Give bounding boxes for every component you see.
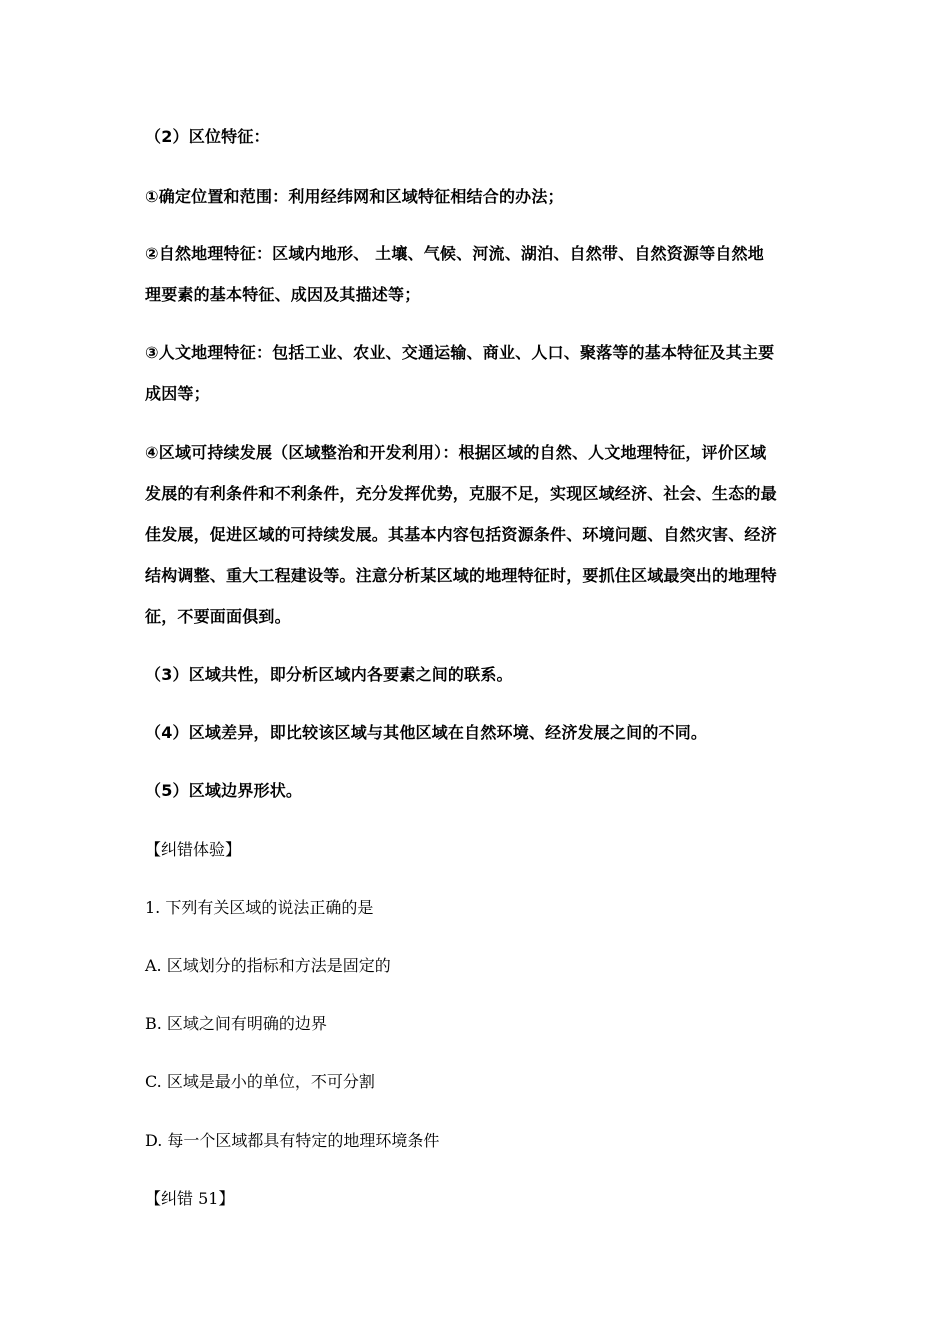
section-difference: （4）区域差异，即比较该区域与其他区域在自然环境、经济发展之间的不同。 bbox=[145, 723, 708, 742]
question-text: 1. 下列有关区域的说法正确的是 bbox=[145, 898, 374, 917]
item-natural-features-line-2: 理要素的基本特征、成因及其描述等； bbox=[145, 285, 421, 304]
item-location-range: ①确定位置和范围：利用经纬网和区域特征相结合的办法； bbox=[145, 187, 564, 206]
item-sustainable-line-1: ④区域可持续发展（区域整治和开发利用）：根据区域的自然、人文地理特征，评价区域 bbox=[145, 443, 767, 462]
item-sustainable-line-2: 发展的有利条件和不利条件，充分发挥优势，克服不足，实现区域经济、社会、生态的最 bbox=[145, 484, 777, 503]
item-sustainable-line-3: 佳发展，促进区域的可持续发展。其基本内容包括资源条件、环境问题、自然灾害、经济 bbox=[145, 525, 777, 544]
option-c: C. 区域是最小的单位，不可分割 bbox=[145, 1072, 375, 1091]
item-human-features-line-1: ③人文地理特征：包括工业、农业、交通运输、商业、人口、聚落等的基本特征及其主要 bbox=[145, 343, 775, 362]
item-sustainable-line-5: 征，不要面面俱到。 bbox=[145, 607, 291, 626]
item-human-features-line-2: 成因等； bbox=[145, 384, 210, 403]
exercise-title: 【纠错体验】 bbox=[145, 840, 242, 859]
section-heading: （2）区位特征： bbox=[145, 127, 270, 146]
option-b: B. 区域之间有明确的边界 bbox=[145, 1014, 327, 1033]
footer-label: 【纠错 51】 bbox=[145, 1189, 235, 1208]
option-a: A. 区域划分的指标和方法是固定的 bbox=[145, 956, 391, 975]
item-sustainable-line-4: 结构调整、重大工程建设等。注意分析某区域的地理特征时，要抓住区域最突出的地理特 bbox=[145, 566, 777, 585]
option-d: D. 每一个区域都具有特定的地理环境条件 bbox=[145, 1131, 440, 1150]
item-natural-features-line-1: ②自然地理特征：区域内地形、 土壤、气候、河流、湖泊、自然带、自然资源等自然地 bbox=[145, 244, 764, 263]
section-commonality: （3）区域共性，即分析区域内各要素之间的联系。 bbox=[145, 665, 513, 684]
section-boundary: （5）区域边界形状。 bbox=[145, 781, 303, 800]
